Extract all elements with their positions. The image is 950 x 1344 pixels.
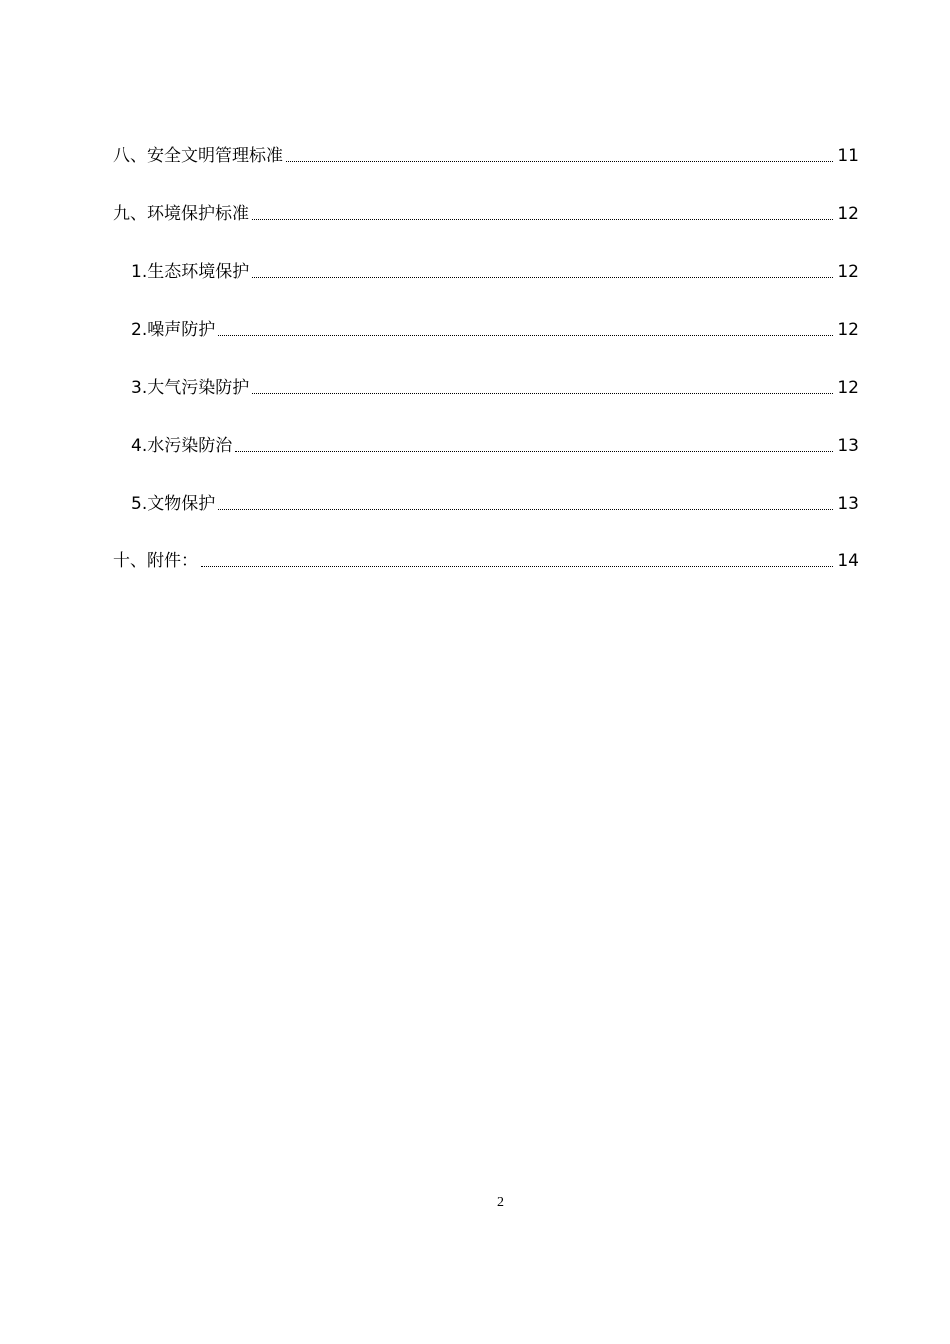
toc-entry-title: 2.噪声防护 (131, 320, 216, 340)
toc-entry-safety-management[interactable] (113, 142, 859, 170)
toc-entry-page: 13 (837, 494, 859, 514)
toc-entry-title: 八、安全文明管理标准 (113, 146, 283, 166)
toc-dot-leader (235, 451, 833, 452)
toc-entry-air-pollution-protection[interactable] (131, 374, 859, 402)
toc-entry-title: 九、环境保护标准 (113, 204, 249, 224)
page-number: 2 (497, 1195, 504, 1210)
toc-entry-title: 十、附件： (113, 551, 198, 571)
toc-dot-leader (252, 277, 833, 278)
toc-entry-noise-protection[interactable] (131, 316, 859, 344)
toc-dot-leader (218, 335, 833, 336)
toc-entry-page: 12 (837, 378, 859, 398)
toc-entry-environmental-protection[interactable] (113, 200, 859, 228)
toc-entry-water-pollution-control[interactable] (131, 432, 859, 460)
toc-entry-ecological-protection[interactable] (131, 258, 859, 286)
toc-entry-title: 3.大气污染防护 (131, 378, 250, 398)
toc-dot-leader (252, 219, 833, 220)
toc-entry-title: 4.水污染防治 (131, 436, 233, 456)
toc-entry-title: 5.文物保护 (131, 494, 216, 514)
toc-entry-title: 1.生态环境保护 (131, 262, 250, 282)
toc-dot-leader (286, 161, 833, 162)
toc-entry-page: 12 (837, 320, 859, 340)
toc-entry-page: 12 (837, 262, 859, 282)
toc-dot-leader (252, 393, 833, 394)
toc-entry-attachments[interactable] (113, 547, 859, 575)
toc-entry-cultural-relics-protection[interactable] (131, 490, 859, 518)
toc-entry-page: 14 (837, 551, 859, 571)
toc-dot-leader (218, 509, 833, 510)
toc-dot-leader (201, 566, 833, 567)
toc-entry-page: 11 (837, 146, 859, 166)
toc-entry-page: 13 (837, 436, 859, 456)
toc-entry-page: 12 (837, 204, 859, 224)
